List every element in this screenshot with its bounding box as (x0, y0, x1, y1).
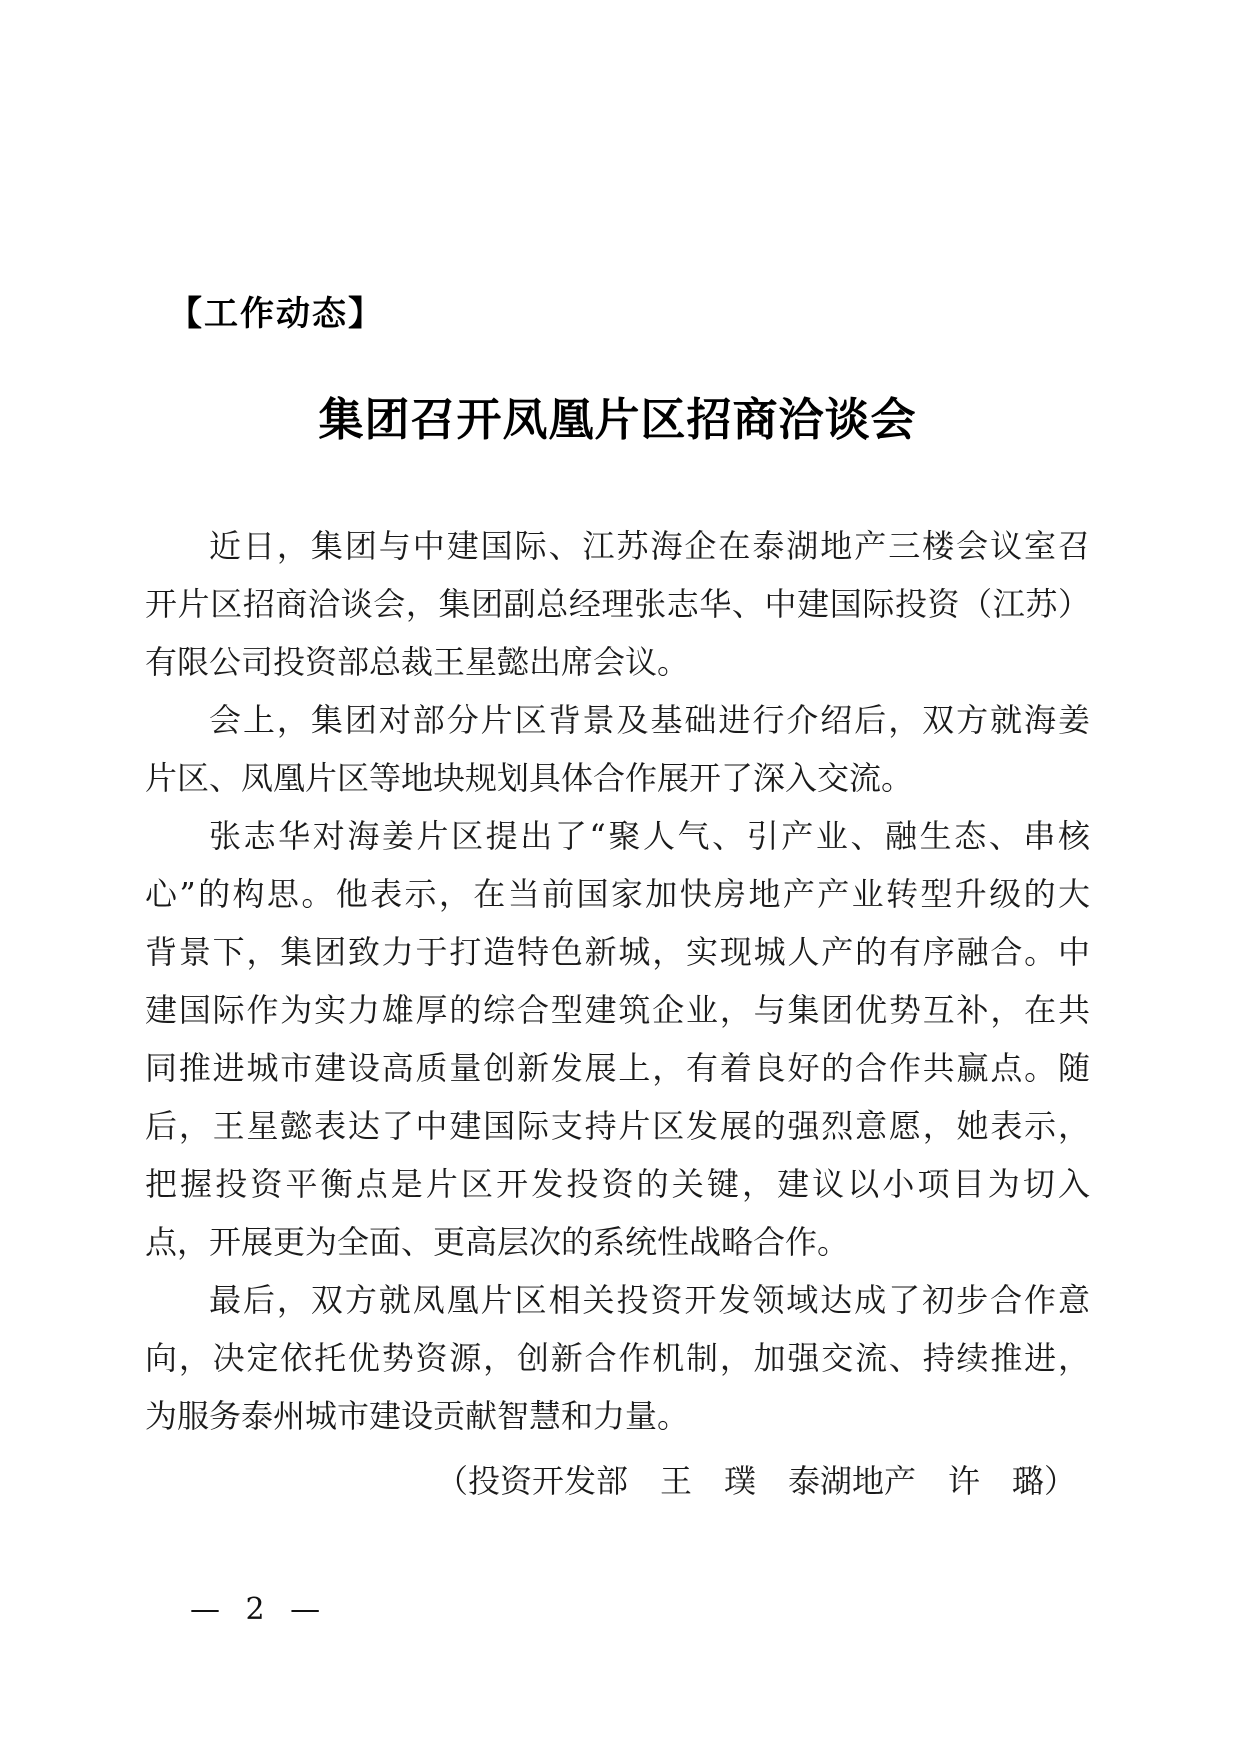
body-line: 同推进城市建设高质量创新发展上，有着良好的合作共赢点。随 (145, 1049, 1090, 1087)
body-line: 张志华对海姜片区提出了“聚人气、引产业、融生态、串核 (209, 817, 1090, 855)
body-text (145, 517, 1090, 1445)
body-line: 把握投资平衡点是片区开发投资的关键，建议以小项目为切入 (145, 1165, 1090, 1203)
section-header: 【工作动态】 (168, 294, 384, 334)
body-line: 建国际作为实力雄厚的综合型建筑企业，与集团优势互补，在共 (145, 991, 1090, 1029)
body-line: 会上，集团对部分片区背景及基础进行介绍后，双方就海姜 (209, 701, 1090, 739)
body-line: 片区、凤凰片区等地块规划具体合作展开了深入交流。 (145, 759, 914, 797)
body-line: 心”的构思。他表示，在当前国家加快房地产产业转型升级的大 (145, 875, 1090, 913)
body-line: 有限公司投资部总裁王星懿出席会议。 (145, 643, 690, 681)
page-title: 集团召开凤凰片区招商洽谈会 (318, 393, 917, 446)
body-line: 近日，集团与中建国际、江苏海企在泰湖地产三楼会议室召 (209, 527, 1090, 565)
body-line: 最后，双方就凤凰片区相关投资开发领域达成了初步合作意 (209, 1281, 1090, 1319)
body-line: 点，开展更为全面、更高层次的系统性战略合作。 (145, 1223, 850, 1261)
body-line: 向，决定依托优势资源，创新合作机制，加强交流、持续推进， (145, 1339, 1090, 1377)
byline-signature: （投资开发部 王 璞 泰湖地产 许 璐） (435, 1462, 1076, 1500)
body-line: 开片区招商洽谈会，集团副总经理张志华、中建国际投资（江苏） (145, 585, 1090, 623)
page-number: — 2 — (190, 1592, 329, 1627)
body-line: 背景下，集团致力于打造特色新城，实现城人产的有序融合。中 (145, 933, 1090, 971)
body-line: 为服务泰州城市建设贡献智慧和力量。 (145, 1397, 690, 1435)
body-line: 后，王星懿表达了中建国际支持片区发展的强烈意愿，她表示， (145, 1107, 1090, 1145)
